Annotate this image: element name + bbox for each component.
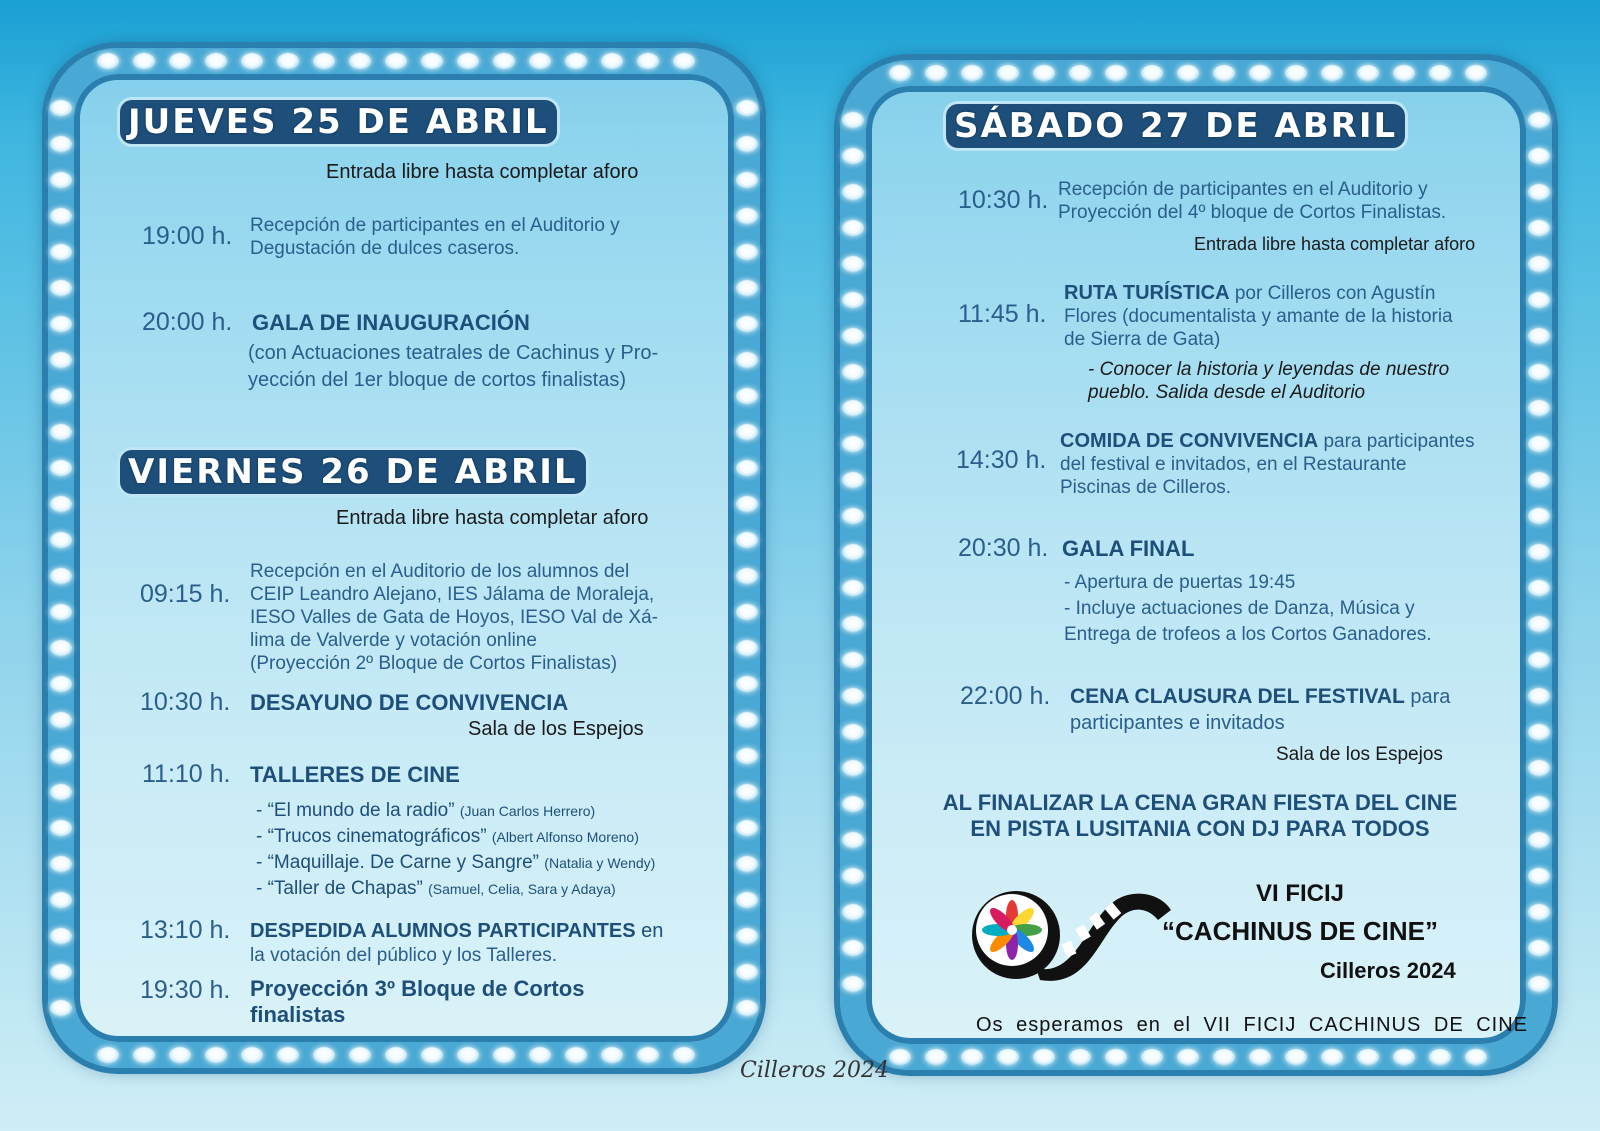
light-bulb-icon bbox=[842, 760, 864, 776]
workshop-list bbox=[256, 798, 655, 902]
event-desc bbox=[1070, 684, 1450, 736]
light-bulb-icon bbox=[889, 1049, 911, 1065]
entry-note: Entrada libre hasta completar aforo bbox=[1194, 234, 1476, 254]
light-bulb-icon bbox=[1528, 148, 1550, 164]
light-bulb-icon bbox=[961, 65, 983, 81]
light-bulb-icon bbox=[842, 148, 864, 164]
light-bulb-icon bbox=[1528, 724, 1550, 740]
light-bulb-icon bbox=[1528, 184, 1550, 200]
light-bulb-icon bbox=[925, 65, 947, 81]
event-place: Sala de los Espejos bbox=[1276, 744, 1443, 765]
light-bulb-icon bbox=[205, 1047, 227, 1063]
light-bulb-icon bbox=[421, 1047, 443, 1063]
light-bulb-icon bbox=[736, 748, 758, 764]
light-bulb-icon bbox=[1429, 1049, 1451, 1065]
light-bulb-icon bbox=[50, 892, 72, 908]
event-heading-rest: por Cilleros con Agustín bbox=[1229, 283, 1436, 304]
light-bulb-icon bbox=[736, 316, 758, 332]
event-heading-line: finalistas bbox=[250, 1002, 346, 1027]
light-bulb-icon bbox=[421, 53, 443, 69]
event-line: lima de Valverde y votación online bbox=[250, 630, 537, 651]
light-bulb-icon bbox=[736, 532, 758, 548]
event-heading: DESPEDIDA ALUMNOS PARTICIPANTES bbox=[250, 920, 636, 942]
light-bulb-icon bbox=[1528, 868, 1550, 884]
light-bulb-icon bbox=[1528, 832, 1550, 848]
light-bulb-icon bbox=[50, 280, 72, 296]
light-bulb-icon bbox=[50, 856, 72, 872]
light-bulb-icon bbox=[349, 53, 371, 69]
light-bulb-icon bbox=[1249, 65, 1271, 81]
event-heading-rest: en bbox=[635, 920, 664, 942]
light-bulb-icon bbox=[1357, 1049, 1379, 1065]
event-line: - Apertura de puertas 19:45 bbox=[1064, 572, 1296, 593]
event-heading-rest: para bbox=[1404, 686, 1451, 708]
light-bulb-icon bbox=[1528, 472, 1550, 488]
light-bulb-icon bbox=[1528, 976, 1550, 992]
light-bulb-icon bbox=[736, 676, 758, 692]
light-bulb-icon bbox=[842, 688, 864, 704]
party-line: AL FINALIZAR LA CENA GRAN FIESTA DEL CINE bbox=[942, 790, 1458, 815]
light-bulb-icon bbox=[1069, 65, 1091, 81]
party-announcement bbox=[920, 790, 1480, 842]
light-bulb-icon bbox=[842, 472, 864, 488]
light-bulb-icon bbox=[736, 172, 758, 188]
light-bulb-icon bbox=[1465, 65, 1487, 81]
light-bulb-icon bbox=[50, 784, 72, 800]
light-bulb-icon bbox=[842, 400, 864, 416]
footer-invitation: Os esperamos en el VII FICIJ CACHINUS DE CINE bbox=[976, 1014, 1529, 1036]
signature: Cilleros 2024 bbox=[740, 1058, 889, 1083]
light-bulb-icon bbox=[385, 53, 407, 69]
light-bulb-icon bbox=[842, 256, 864, 272]
festival-logo bbox=[966, 880, 1176, 990]
light-bulb-icon bbox=[1528, 544, 1550, 560]
event-line: participantes e invitados bbox=[1070, 712, 1285, 734]
light-bulb-icon bbox=[1177, 65, 1199, 81]
workshop-host: (Samuel, Celia, Sara y Adaya) bbox=[428, 881, 616, 897]
light-bulb-icon bbox=[736, 244, 758, 260]
light-bulb-icon bbox=[97, 53, 119, 69]
light-bulb-icon bbox=[736, 280, 758, 296]
event-time: 11:10 h. bbox=[142, 760, 231, 788]
light-bulb-icon bbox=[493, 53, 515, 69]
event-desc bbox=[1064, 282, 1453, 351]
thursday-title: JUEVES 25 DE ABRIL bbox=[120, 100, 557, 144]
light-bulb-icon bbox=[1528, 760, 1550, 776]
event-heading: CENA CLAUSURA DEL FESTIVAL bbox=[1070, 685, 1405, 708]
light-bulb-icon bbox=[50, 136, 72, 152]
light-bulb-icon bbox=[842, 616, 864, 632]
light-bulb-icon bbox=[205, 53, 227, 69]
light-bulb-icon bbox=[1393, 65, 1415, 81]
light-bulb-icon bbox=[842, 976, 864, 992]
light-bulb-icon bbox=[1429, 65, 1451, 81]
light-bulb-icon bbox=[736, 568, 758, 584]
light-bulb-icon bbox=[736, 100, 758, 116]
event-line: Proyección del 4º bloque de Cortos Finalistas. bbox=[1058, 202, 1447, 223]
light-bulb-icon bbox=[50, 208, 72, 224]
light-bulb-icon bbox=[736, 928, 758, 944]
light-bulb-icon bbox=[736, 856, 758, 872]
light-bulb-icon bbox=[842, 544, 864, 560]
light-bulb-icon bbox=[736, 892, 758, 908]
light-bulb-icon bbox=[736, 784, 758, 800]
light-bulb-icon bbox=[736, 352, 758, 368]
logo-location-year: Cilleros 2024 bbox=[1320, 958, 1456, 983]
light-bulb-icon bbox=[842, 904, 864, 920]
event-line: pueblo. Salida desde el Auditorio bbox=[1088, 382, 1366, 403]
light-bulb-icon bbox=[50, 496, 72, 512]
light-bulb-icon bbox=[50, 352, 72, 368]
event-line: de Sierra de Gata) bbox=[1064, 329, 1221, 350]
workshop-host: (Juan Carlos Herrero) bbox=[459, 803, 596, 819]
list-item bbox=[256, 798, 655, 824]
event-line: Flores (documentalista y amante de la historia bbox=[1064, 306, 1453, 327]
light-bulb-icon bbox=[842, 940, 864, 956]
event-place: Sala de los Espejos bbox=[468, 718, 644, 740]
thursday-entry-note: Entrada libre hasta completar aforo bbox=[326, 161, 639, 183]
light-bulb-icon bbox=[50, 532, 72, 548]
workshop-name: - “Maquillaje. De Carne y Sangre” bbox=[256, 852, 540, 873]
light-bulb-icon bbox=[313, 53, 335, 69]
light-bulb-icon bbox=[457, 1047, 479, 1063]
event-desc bbox=[248, 340, 658, 394]
event-line: Degustación de dulces caseros. bbox=[250, 238, 520, 259]
light-bulb-icon bbox=[842, 832, 864, 848]
event-time: 14:30 h. bbox=[956, 446, 1047, 474]
event-time: 10:30 h. bbox=[958, 186, 1049, 214]
event-time: 19:00 h. bbox=[142, 222, 233, 250]
event-line: del festival e invitados, en el Restaurante bbox=[1060, 454, 1407, 475]
event-desc bbox=[250, 920, 663, 967]
light-bulb-icon bbox=[1528, 256, 1550, 272]
light-bulb-icon bbox=[673, 1047, 695, 1063]
light-bulb-icon bbox=[925, 1049, 947, 1065]
party-line: EN PISTA LUSITANIA CON DJ PARA TODOS bbox=[970, 816, 1430, 841]
event-line: CEIP Leandro Alejano, IES Jálama de Moraleja, bbox=[250, 584, 655, 605]
light-bulb-icon bbox=[50, 820, 72, 836]
event-desc bbox=[250, 214, 620, 260]
light-bulb-icon bbox=[50, 1000, 72, 1016]
light-bulb-icon bbox=[842, 220, 864, 236]
light-bulb-icon bbox=[842, 796, 864, 812]
event-line: IESO Valles de Gata de Hoyos, IESO Val de Xá- bbox=[250, 607, 658, 628]
light-bulb-icon bbox=[133, 53, 155, 69]
workshop-host: (Natalia y Wendy) bbox=[544, 855, 656, 871]
light-bulb-icon bbox=[1033, 65, 1055, 81]
light-bulb-icon bbox=[241, 1047, 263, 1063]
light-bulb-icon bbox=[1357, 65, 1379, 81]
friday-title: VIERNES 26 DE ABRIL bbox=[120, 450, 586, 494]
event-heading: RUTA TURÍSTICA bbox=[1064, 282, 1230, 304]
event-line: Recepción de participantes en el Auditorio y bbox=[250, 215, 620, 236]
light-bulb-icon bbox=[842, 724, 864, 740]
logo-name: “CACHINUS DE CINE” bbox=[1162, 916, 1438, 946]
light-bulb-icon bbox=[736, 424, 758, 440]
event-note bbox=[1088, 358, 1449, 404]
event-line: yección del 1er bloque de cortos finalistas) bbox=[248, 369, 626, 391]
light-bulb-icon bbox=[1528, 688, 1550, 704]
event-desc bbox=[1058, 178, 1446, 224]
light-bulb-icon bbox=[1528, 220, 1550, 236]
light-bulb-icon bbox=[736, 496, 758, 512]
light-bulb-icon bbox=[889, 65, 911, 81]
light-bulb-icon bbox=[736, 964, 758, 980]
light-bulb-icon bbox=[842, 652, 864, 668]
event-heading: DESAYUNO DE CONVIVENCIA bbox=[250, 690, 569, 715]
light-bulb-icon bbox=[1528, 436, 1550, 452]
event-heading: TALLERES DE CINE bbox=[250, 762, 460, 787]
light-bulb-icon bbox=[1528, 796, 1550, 812]
light-bulb-icon bbox=[1528, 400, 1550, 416]
light-bulb-icon bbox=[997, 1049, 1019, 1065]
light-bulb-icon bbox=[736, 136, 758, 152]
light-bulb-icon bbox=[842, 364, 864, 380]
light-bulb-icon bbox=[1528, 292, 1550, 308]
light-bulb-icon bbox=[1177, 1049, 1199, 1065]
light-bulb-icon bbox=[529, 1047, 551, 1063]
event-heading: COMIDA DE CONVIVENCIA bbox=[1060, 430, 1319, 452]
light-bulb-icon bbox=[50, 964, 72, 980]
light-bulb-icon bbox=[1528, 580, 1550, 596]
event-time: 11:45 h. bbox=[958, 300, 1047, 328]
event-heading: GALA DE INAUGURACIÓN bbox=[252, 310, 530, 335]
light-bulb-icon bbox=[565, 1047, 587, 1063]
saturday-title: SÁBADO 27 DE ABRIL bbox=[946, 104, 1405, 148]
light-bulb-icon bbox=[565, 53, 587, 69]
list-item bbox=[256, 876, 655, 902]
light-bulb-icon bbox=[277, 53, 299, 69]
light-bulb-icon bbox=[50, 100, 72, 116]
light-bulb-icon bbox=[1213, 65, 1235, 81]
light-bulb-icon bbox=[50, 676, 72, 692]
light-bulb-icon bbox=[842, 868, 864, 884]
light-bulb-icon bbox=[50, 568, 72, 584]
light-bulb-icon bbox=[997, 65, 1019, 81]
workshop-name: - “El mundo de la radio” bbox=[256, 800, 455, 821]
event-time: 10:30 h. bbox=[140, 688, 231, 716]
event-line: Piscinas de Cilleros. bbox=[1060, 477, 1232, 498]
light-bulb-icon bbox=[50, 424, 72, 440]
event-time: 20:30 h. bbox=[958, 534, 1049, 562]
light-bulb-icon bbox=[736, 1000, 758, 1016]
event-time: 19:30 h. bbox=[140, 976, 231, 1004]
light-bulb-icon bbox=[1528, 940, 1550, 956]
light-bulb-icon bbox=[50, 244, 72, 260]
light-bulb-icon bbox=[736, 208, 758, 224]
event-time: 20:00 h. bbox=[142, 308, 233, 336]
light-bulb-icon bbox=[349, 1047, 371, 1063]
light-bulb-icon bbox=[842, 328, 864, 344]
light-bulb-icon bbox=[313, 1047, 335, 1063]
light-bulb-icon bbox=[637, 53, 659, 69]
list-item bbox=[256, 824, 655, 850]
light-bulb-icon bbox=[842, 184, 864, 200]
light-bulb-icon bbox=[1141, 1049, 1163, 1065]
light-bulb-icon bbox=[1285, 1049, 1307, 1065]
event-line: Recepción en el Auditorio de los alumnos del bbox=[250, 561, 630, 582]
marquee-bulbs-left bbox=[48, 48, 760, 1068]
event-line: - Conocer la historia y leyendas de nuestro bbox=[1088, 359, 1450, 380]
workshop-host: (Albert Alfonso Moreno) bbox=[491, 829, 639, 845]
light-bulb-icon bbox=[50, 712, 72, 728]
workshop-name: - “Taller de Chapas” bbox=[256, 878, 423, 899]
light-bulb-icon bbox=[842, 580, 864, 596]
event-heading bbox=[250, 976, 584, 1028]
light-bulb-icon bbox=[50, 460, 72, 476]
light-bulb-icon bbox=[457, 53, 479, 69]
light-bulb-icon bbox=[529, 53, 551, 69]
light-bulb-icon bbox=[1321, 1049, 1343, 1065]
light-bulb-icon bbox=[1141, 65, 1163, 81]
light-bulb-icon bbox=[133, 1047, 155, 1063]
event-desc bbox=[250, 560, 658, 675]
light-bulb-icon bbox=[277, 1047, 299, 1063]
light-bulb-icon bbox=[673, 53, 695, 69]
light-bulb-icon bbox=[1528, 112, 1550, 128]
light-bulb-icon bbox=[1105, 1049, 1127, 1065]
light-bulb-icon bbox=[1285, 65, 1307, 81]
light-bulb-icon bbox=[50, 316, 72, 332]
event-line: Entrega de trofeos a los Cortos Ganadores. bbox=[1064, 624, 1432, 645]
light-bulb-icon bbox=[50, 388, 72, 404]
event-line: Recepción de participantes en el Auditorio y bbox=[1058, 179, 1428, 200]
light-bulb-icon bbox=[736, 640, 758, 656]
light-bulb-icon bbox=[736, 712, 758, 728]
light-bulb-icon bbox=[169, 53, 191, 69]
light-bulb-icon bbox=[385, 1047, 407, 1063]
light-bulb-icon bbox=[842, 292, 864, 308]
light-bulb-icon bbox=[1528, 652, 1550, 668]
left-program-panel bbox=[48, 48, 760, 1068]
event-desc bbox=[1064, 570, 1432, 648]
light-bulb-icon bbox=[842, 508, 864, 524]
friday-entry-note: Entrada libre hasta completar aforo bbox=[336, 507, 649, 529]
light-bulb-icon bbox=[1528, 616, 1550, 632]
light-bulb-icon bbox=[1528, 328, 1550, 344]
film-reel-icon bbox=[966, 880, 1176, 990]
event-heading-rest: para participantes bbox=[1318, 431, 1475, 452]
light-bulb-icon bbox=[50, 748, 72, 764]
light-bulb-icon bbox=[1069, 1049, 1091, 1065]
light-bulb-icon bbox=[736, 820, 758, 836]
light-bulb-icon bbox=[601, 53, 623, 69]
event-heading: GALA FINAL bbox=[1062, 536, 1195, 561]
event-line: (Proyección 2º Bloque de Cortos Finalistas) bbox=[250, 653, 618, 674]
light-bulb-icon bbox=[50, 172, 72, 188]
light-bulb-icon bbox=[842, 436, 864, 452]
light-bulb-icon bbox=[736, 604, 758, 620]
event-time: 22:00 h. bbox=[960, 682, 1051, 710]
event-time: 13:10 h. bbox=[140, 916, 231, 944]
light-bulb-icon bbox=[169, 1047, 191, 1063]
light-bulb-icon bbox=[493, 1047, 515, 1063]
light-bulb-icon bbox=[1033, 1049, 1055, 1065]
event-desc bbox=[1060, 430, 1475, 499]
light-bulb-icon bbox=[1321, 65, 1343, 81]
light-bulb-icon bbox=[842, 112, 864, 128]
event-line: la votación del público y los Talleres. bbox=[250, 945, 557, 966]
light-bulb-icon bbox=[637, 1047, 659, 1063]
light-bulb-icon bbox=[1528, 904, 1550, 920]
light-bulb-icon bbox=[1528, 508, 1550, 524]
logo-edition: VI FICIJ bbox=[1255, 880, 1345, 907]
light-bulb-icon bbox=[1393, 1049, 1415, 1065]
event-heading-line: Proyección 3º Bloque de Cortos bbox=[250, 976, 585, 1001]
light-bulb-icon bbox=[50, 640, 72, 656]
light-bulb-icon bbox=[241, 53, 263, 69]
light-bulb-icon bbox=[50, 604, 72, 620]
light-bulb-icon bbox=[601, 1047, 623, 1063]
light-bulb-icon bbox=[961, 1049, 983, 1065]
light-bulb-icon bbox=[1528, 364, 1550, 380]
light-bulb-icon bbox=[1105, 65, 1127, 81]
light-bulb-icon bbox=[50, 928, 72, 944]
workshop-name: - “Trucos cinematográficos” bbox=[256, 826, 487, 847]
light-bulb-icon bbox=[736, 388, 758, 404]
light-bulb-icon bbox=[1249, 1049, 1271, 1065]
event-time: 09:15 h. bbox=[140, 580, 231, 608]
light-bulb-icon bbox=[1213, 1049, 1235, 1065]
light-bulb-icon bbox=[97, 1047, 119, 1063]
light-bulb-icon bbox=[736, 460, 758, 476]
light-bulb-icon bbox=[1465, 1049, 1487, 1065]
list-item bbox=[256, 850, 655, 876]
event-line: (con Actuaciones teatrales de Cachinus y Pro- bbox=[248, 342, 659, 364]
event-line: - Incluye actuaciones de Danza, Música y bbox=[1064, 598, 1415, 619]
